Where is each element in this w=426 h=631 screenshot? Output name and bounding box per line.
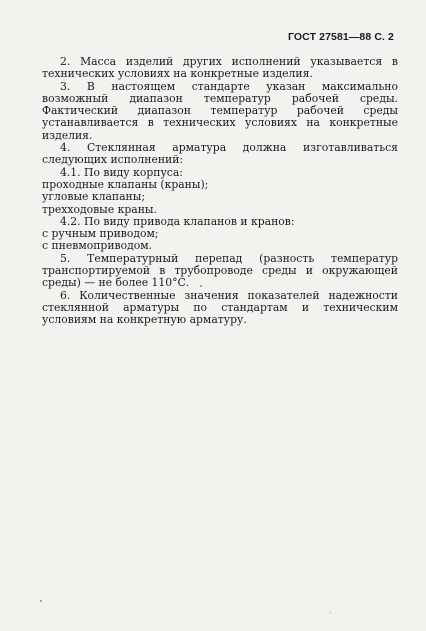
scan-speck — [200, 285, 202, 287]
list-heading-body-type: 4.1. По виду корпуса: — [60, 165, 183, 179]
scan-speck — [40, 600, 42, 602]
scan-speck — [330, 612, 331, 613]
list-item: угловые клапаны; — [42, 190, 145, 204]
paragraph-6: 6. Количественные значения показателей надежности стеклянной арматуры по стандартам и техническим условиям на конкретную арматуру. — [42, 288, 398, 327]
document-body — [42, 56, 398, 327]
paragraph-3: 3. В настоящем стандарте указан максимально возможный диапазон температур рабочей среды. Фактический диапазон температур рабочей среды устанавливается в технических условиях на конкретные изделия. — [42, 79, 398, 142]
list-item: с ручным приводом; — [42, 227, 159, 241]
list-heading-drive-type: 4.2. По виду привода клапанов и кранов: — [60, 214, 295, 228]
page-header: ГОСТ 27581—88 С. 2 — [288, 31, 394, 43]
paragraph-5: 5. Температурный перепад (разность температур транспортируемой в трубопроводе среды и окружающей среды) — не более 110°С. — [42, 251, 398, 290]
list-item: проходные клапаны (краны); — [42, 177, 209, 191]
paragraph-2: 2. Масса изделий других исполнений указывается в технических условиях на конкретные изделия. — [42, 55, 398, 81]
paragraph-4: 4. Стеклянная арматура должна изготавливаться следующих исполнений: — [42, 141, 398, 167]
list-item: трехходовые краны. — [42, 202, 157, 216]
list-item: с пневмоприводом. — [42, 239, 153, 253]
